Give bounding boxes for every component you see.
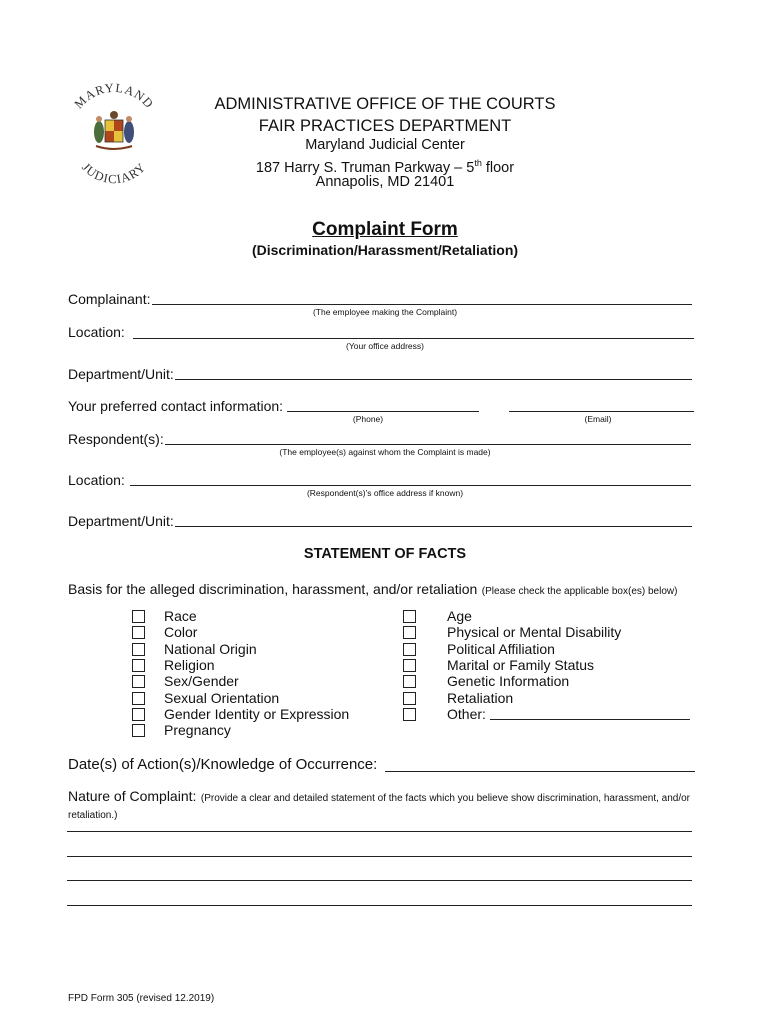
option-label: Physical or Mental Disability — [447, 624, 622, 640]
org-line2: FAIR PRACTICES DEPARTMENT — [258, 117, 512, 135]
basis-hint: (Please check the applicable box(es) below) — [481, 586, 678, 597]
department-label: Department/Unit: — [68, 366, 174, 382]
checkbox[interactable] — [132, 692, 145, 705]
phone-hint: (Phone) — [352, 414, 384, 424]
respondent-location-label: Location: — [68, 472, 125, 488]
option-label: Genetic Information — [447, 673, 570, 689]
checkbox[interactable] — [132, 626, 145, 639]
svg-text:MARYLAND: MARYLAND — [71, 82, 157, 112]
option-label: Other: — [447, 706, 486, 722]
respondent-location-field[interactable] — [130, 485, 691, 486]
checkbox[interactable] — [132, 708, 145, 721]
checkbox[interactable] — [403, 708, 416, 721]
contact-label: Your preferred contact information: — [68, 398, 284, 414]
option-label: Sex/Gender — [164, 673, 239, 689]
svg-text:JUDICIARY: JUDICIARY — [79, 160, 149, 187]
option-label: Race — [164, 608, 197, 624]
address-line2-sup: th — [474, 158, 482, 168]
respondent-hint: (The employee(s) against whom the Complaint is made) — [279, 447, 491, 457]
option-label: Religion — [164, 657, 215, 673]
nature-label: Nature of Complaint: — [68, 788, 197, 804]
form-subtitle: (Discrimination/Harassment/Retaliation) — [251, 242, 519, 258]
option-label: Gender Identity or Expression — [164, 706, 350, 722]
checkbox[interactable] — [403, 610, 416, 623]
option-label: Retaliation — [447, 690, 514, 706]
checkbox[interactable] — [132, 643, 145, 656]
facts-heading: STATEMENT OF FACTS — [303, 546, 467, 562]
option-label: Sexual Orientation — [164, 690, 280, 706]
basis-text: Basis for the alleged discrimination, harassment, and/or retaliation — [68, 581, 478, 597]
email-field[interactable] — [509, 411, 694, 412]
complainant-label: Complainant: — [68, 291, 151, 307]
checkbox[interactable] — [403, 626, 416, 639]
option-label: National Origin — [164, 641, 257, 657]
form-title: Complaint Form — [312, 219, 458, 240]
phone-field[interactable] — [287, 411, 479, 412]
respondent-location-hint: (Respondent(s)’s office address if known) — [306, 488, 464, 498]
nature-hint: (Provide a clear and detailed statement of the facts which you believe show discrimination, harassment, and/or retaliation.) — [68, 793, 691, 821]
checkbox[interactable] — [132, 610, 145, 623]
respondent-department-label: Department/Unit: — [68, 513, 174, 529]
location-field[interactable] — [133, 338, 694, 339]
checkbox[interactable] — [132, 675, 145, 688]
address-line2-pre: 187 Harry S. Truman Parkway – 5 — [255, 159, 475, 176]
complainant-field[interactable] — [152, 304, 692, 305]
nature-line-2[interactable] — [67, 856, 692, 857]
checkbox[interactable] — [403, 692, 416, 705]
department-field[interactable] — [175, 379, 692, 380]
option-label: Political Affiliation — [447, 641, 555, 657]
respondent-field[interactable] — [165, 444, 691, 445]
respondent-label: Respondent(s): — [68, 431, 164, 447]
respondent-department-field[interactable] — [175, 526, 692, 527]
address-line2-post: floor — [481, 159, 515, 176]
basis-line — [68, 581, 677, 599]
checkbox[interactable] — [403, 659, 416, 672]
nature-line-4[interactable] — [67, 905, 692, 906]
checkbox[interactable] — [132, 659, 145, 672]
option-label: Color — [164, 624, 198, 640]
other-field[interactable] — [490, 719, 690, 720]
checkbox[interactable] — [132, 724, 145, 737]
option-label: Pregnancy — [164, 722, 231, 738]
address-line3: Annapolis, MD 21401 — [315, 174, 455, 190]
location-hint: (Your office address) — [346, 341, 424, 351]
option-label: Marital or Family Status — [447, 657, 595, 673]
location-label: Location: — [68, 324, 125, 340]
nature-block — [68, 789, 698, 823]
nature-line-3[interactable] — [67, 880, 692, 881]
dates-label: Date(s) of Action(s)/Knowledge of Occurrence: — [68, 756, 378, 773]
form-id: FPD Form 305 (revised 12.2019) — [68, 993, 215, 1004]
complainant-hint: (The employee making the Complaint) — [312, 307, 458, 317]
checkbox[interactable] — [403, 643, 416, 656]
org-line1: ADMINISTRATIVE OFFICE OF THE COURTS — [214, 95, 556, 113]
address-line1: Maryland Judicial Center — [305, 137, 465, 153]
maryland-judiciary-seal — [58, 82, 168, 194]
option-label: Age — [447, 608, 472, 624]
checkbox[interactable] — [403, 675, 416, 688]
nature-line-1[interactable] — [67, 831, 692, 832]
dates-field[interactable] — [385, 771, 695, 772]
email-hint: (Email) — [584, 414, 612, 424]
